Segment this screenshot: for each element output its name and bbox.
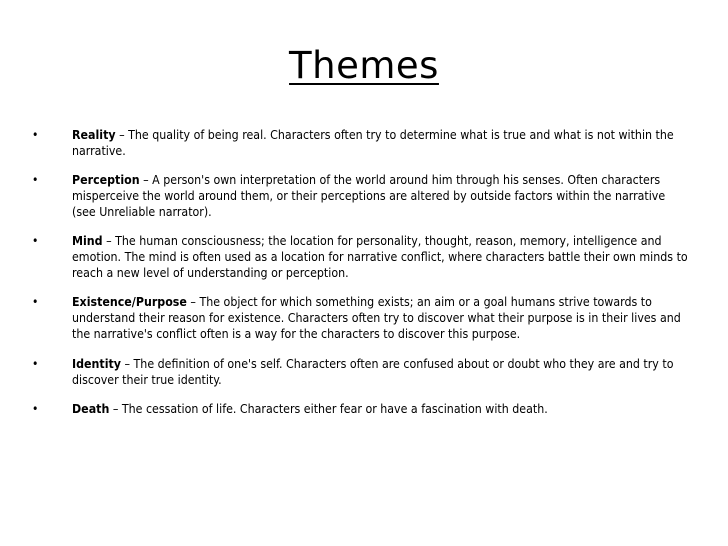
theme-term: Existence/Purpose bbox=[72, 295, 187, 309]
theme-term: Identity bbox=[72, 357, 121, 371]
bullet-icon: • bbox=[32, 128, 39, 142]
theme-definition: – The object for which something exists; an aim or a goal humans strive towards to understand their reason for existence. Characters often try to discover what their purpose is in their lives and the narrative's conflict often is a way for the characters to discover this purpose. bbox=[72, 295, 681, 341]
theme-definition: – A person's own interpretation of the world around him through his senses. Often characters misperceive the world around them, or their perceptions are altered by outside factors within the narrative (see Unreliable narrator). bbox=[72, 173, 666, 219]
theme-item-identity bbox=[32, 356, 692, 388]
theme-item-death bbox=[32, 401, 692, 417]
theme-definition: – The quality of being real. Characters often try to determine what is true and what is not within the narrative. bbox=[72, 128, 674, 158]
theme-definition: – The definition of one's self. Characters often are confused about or doubt who they are and try to discover their true identity. bbox=[72, 357, 674, 387]
bullet-icon: • bbox=[32, 357, 39, 371]
theme-term: Perception bbox=[72, 173, 140, 187]
theme-item-existence-purpose bbox=[32, 294, 692, 342]
theme-definition: – The cessation of life. Characters either fear or have a fascination with death. bbox=[109, 402, 548, 416]
bullet-icon: • bbox=[32, 295, 39, 309]
theme-item-reality bbox=[32, 127, 692, 159]
theme-definition: – The human consciousness; the location for personality, thought, reason, memory, intelligence and emotion. The mind is often used as a location for narrative conflict, where characters battle their own minds to reach a new level of understanding or perception. bbox=[72, 234, 688, 280]
bullet-icon: • bbox=[32, 402, 39, 416]
bullet-icon: • bbox=[32, 234, 39, 248]
theme-term: Mind bbox=[72, 234, 103, 248]
theme-item-mind bbox=[32, 233, 692, 281]
theme-item-perception bbox=[32, 172, 692, 220]
theme-list bbox=[32, 127, 692, 430]
theme-term: Reality bbox=[72, 128, 116, 142]
slide-title: Themes bbox=[289, 44, 439, 87]
bullet-icon: • bbox=[32, 173, 39, 187]
theme-term: Death bbox=[72, 402, 110, 416]
